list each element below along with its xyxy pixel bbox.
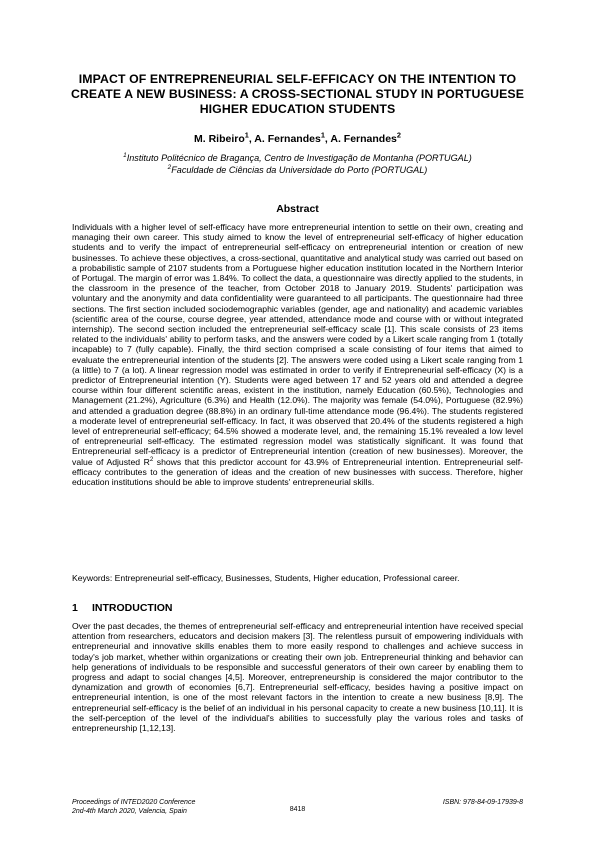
author-affiliation-mark: 2: [396, 130, 401, 140]
keywords: Keywords: Entrepreneurial self-efficacy, Businesses, Students, Higher education, Professional career.: [72, 573, 460, 583]
affiliation-mark: 2: [167, 163, 172, 171]
abstract-text-part1: Individuals with a higher level of self-efficacy have more entrepreneurial intention to settle on their own, creating and managing their own career. This study aimed to know the level of entrepreneurial self-efficacy of higher education students and to verify the impact of entrepreneurial self-efficacy on entrepreneurial intention or creation of new businesses. To achieve these objectives, a cross-sectional, quantitative and analytical study was carried out based on a probabilistic sample of 2107 students from a Portuguese higher education institution located in the Northern Interior of Portugal. The margin of error was 1.84%. To collect the data, a questionnaire was directly applied to the students, in the classroom in the presence of the teacher, from October 2018 to January 2019. Students' participation was voluntary and the anonymity and data confidentiality were guaranteed to all participants. The questionnaire had three sections. The first section included sociodemographic variables (gender, age and nationality) and academic variables (scientific area of the course, course degree, year attended, attendance mode and course with or without integrated internship). The second section included the entrepreneurial self-efficacy scale [1]. This scale consists of 23 items related to the individuals' ability to perform tasks, and the answers were coded by a Likert scale ranging from 1 (totally incapable) to 7 (fully capable). Finally, the third section comprised a scale consisting of four items that aimed to evaluate the entrepreneurial intention of the students [2]. The answers were coded using a Likert scale ranging from 1 (a little) to 7 (a lot). A linear regression model was estimated in order to verify if Entrepreneurial self-efficacy (X) is a predictor of Entrepreneurial intention (Y). Students were aged between 17 and 52 years old and attended a degree course within four different scientific areas, existent in the institution, namely Education (60.5%), Technologies and Management (21.2%), Agriculture (6.3%) and Health (12.0%). The majority was female (54.0%), Portuguese (82.9%) and attended a graduation degree (88.8%) in an ordinary full-time attendance mode (96.4%). The students registered a moderate level of entrepreneurial self-efficacy. In fact, it was observed that 20.4% of the students registered a high level of entrepreneurial self-efficacy; 64.5% showed a moderate level, and, the remaining 15.1% revealed a low level of entrepreneurial self-efficacy. The estimated regression model was statistically significant. It was found that Entrepreneurial self-efficacy is a predictor of Entrepreneurial intention (creation of new businesses). Moreover, the value of Adjusted R: [72, 222, 523, 467]
footer-dates: 2nd-4th March 2020, Valencia, Spain: [72, 807, 187, 815]
affiliation-mark: 1: [123, 151, 127, 159]
author-affiliation-mark: 1: [244, 130, 249, 140]
abstract-body: [72, 222, 523, 487]
author-separator: ,: [324, 133, 331, 145]
author-name: A. Fernandes: [330, 133, 397, 145]
affiliation-text: Faculdade de Ciências da Universidade do Porto (PORTUGAL): [171, 165, 428, 175]
author-name: M. Ribeiro: [193, 133, 245, 145]
section-number: 1: [72, 602, 78, 614]
footer-conference: Proceedings of INTED2020 Conference: [72, 799, 196, 806]
section-title: INTRODUCTION: [92, 602, 173, 614]
r-squared-superscript: 2: [149, 456, 154, 463]
section-heading: [72, 602, 173, 614]
page-number: 8418: [289, 806, 306, 813]
affiliation-text: Instituto Politécnico de Bragança, Centro de Investigação de Montanha (PORTUGAL): [126, 153, 472, 163]
author-separator: ,: [248, 133, 255, 145]
author-list: [0, 130, 595, 145]
abstract-heading: Abstract: [276, 203, 319, 215]
author-name: A. Fernandes: [254, 133, 321, 145]
paper-title: IMPACT OF ENTREPRENEURIAL SELF-EFFICACY ON THE INTENTION TO CREATE A NEW BUSINESS: A CROSS-SECTIONAL STUDY IN PORTUGUESE HIGHER EDUCATION STUDENTS: [70, 72, 525, 116]
footer-isbn: ISBN: 978-84-09-17939-8: [442, 799, 523, 806]
affiliation-2: [0, 165, 595, 175]
introduction-body: Over the past decades, the themes of entrepreneurial self-efficacy and entrepreneurial intention have received special attention from researchers, educators and decision makers [3]. The relentless pursuit of empowering individuals with entrepreneurial and innovative skills enables them to more easily respond to challenges and achieve success in today's job market, whether within organizations or creating their own job. Entrepreneurial thinking and behavior can help generations of individuals to be responsible and successful generators of their own career by enabling them to progress and adapt to social changes [4,5]. Moreover, entrepreneurship is considered the major contributor to the dynamization and growth of economies [6,7]. Entrepreneurial self-efficacy, besides having a positive impact on entrepreneurial intention, is one of the most relevant factors in the intention to create a new business [8,9]. The entrepreneurial self-efficacy is the belief of an individual in his personal capacity to create a new business [10,11]. It is the self-perception of the level of the individual's abilities to successfully play the various roles and tasks of entrepreneurship [1,12,13].: [72, 621, 523, 734]
affiliation-1: [0, 153, 595, 163]
abstract-text-part2: shows that this predictor account for 43.9% of Entrepreneurial intention. Entrepreneurial self-efficacy contributes to the generation of ideas and the creation of new businesses with success. Therefore, higher education institutions should be able to improve students' entrepreneurial skills.: [72, 456, 523, 488]
author-affiliation-mark: 1: [320, 130, 325, 140]
